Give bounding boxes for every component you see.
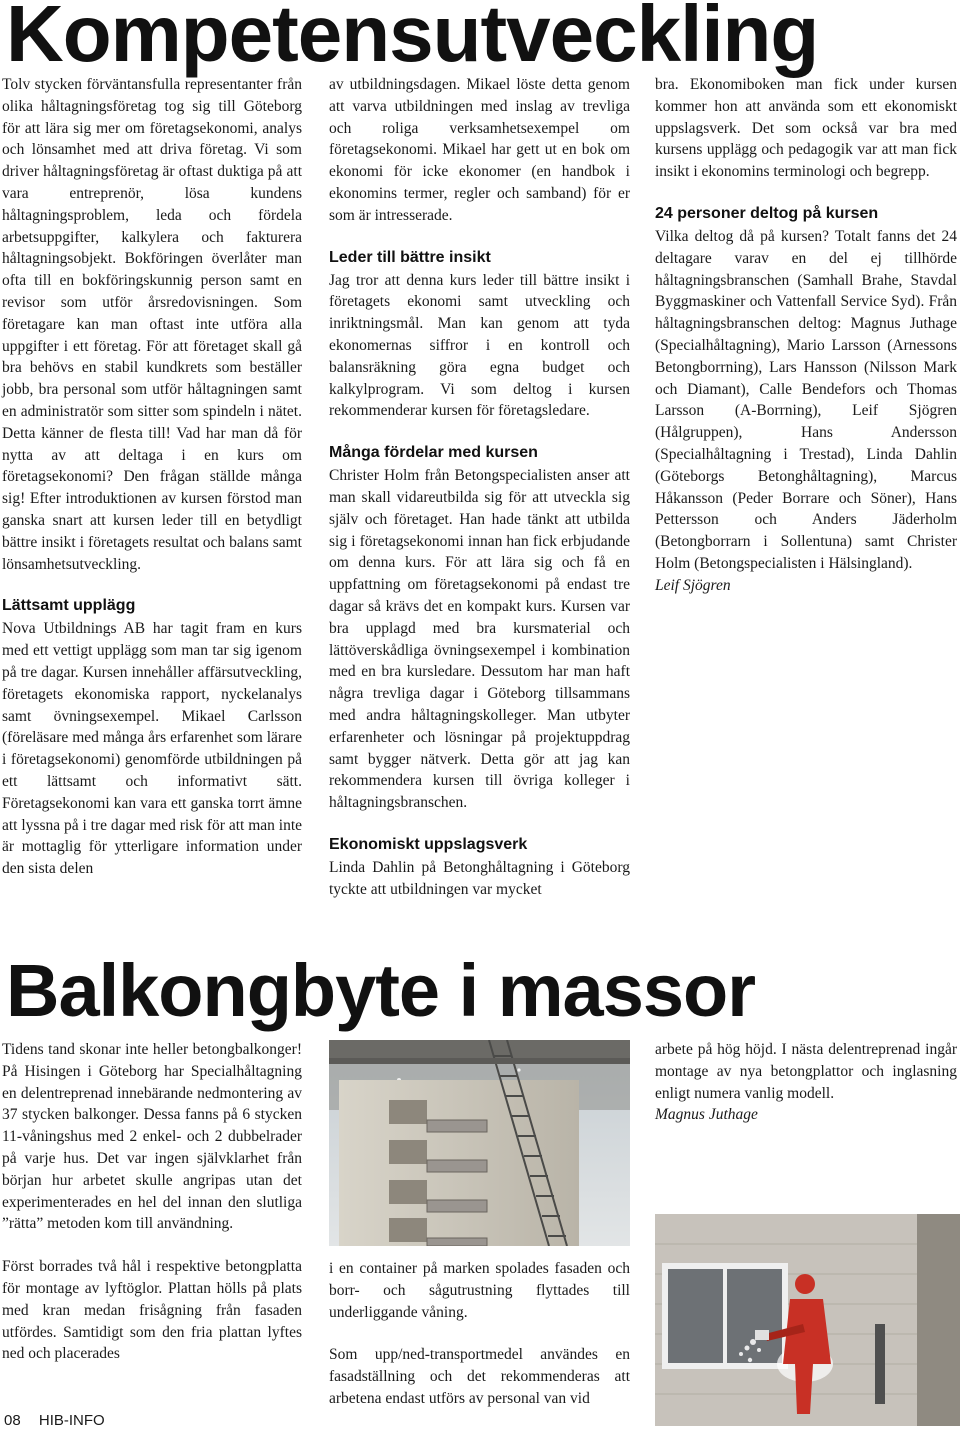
subheading-lattsamt-upplagg: Lättsamt upplägg (2, 597, 136, 615)
article2-paragraph-5: arbete på hög höjd. I nästa delentreprenad ingår montage av nya betongplattor och inglasning enligt numera vanlig modell. (655, 1041, 957, 1102)
magazine-name: HIB-INFO (38, 1412, 105, 1429)
photo-balcony-building (329, 1040, 630, 1246)
article1-col2-start: av utbildningsdagen. Mikael löste detta genom att varva utbildningen med inslag av trevliga och roliga verksamhetsexempel om företagsekonomi. Mikael har gett ut en bok om ekonomi för icke ekonomer (en handbok i ekonomins termer, regler och samband) för er som är intresserade. (329, 76, 630, 224)
article1-column-2 (329, 74, 630, 901)
article1-column-1 (2, 74, 302, 880)
article1-intro: Tolv stycken förväntansfulla representanter från olika håltagningsföretag tog sig till Göteborg för att lära sig mer om företagsekonomi, analys och lönsamhet med att driva företag. Vi som driver håltagningsföretag är oftast duktiga på att vara entreprenör, lösa kundens håltagningsproblem, leda och fördela arbetsuppgifter, kalkylera och fakturera håltagningsobjekt. Bokföringen överlåter man ofta till en bokföringskunnig person samt en revisor som utför årsredovisningen. Som företagare kan man oftast inte utföra alla uppgifter i ett företag. För att företaget skall gå bra behövs en stabil kundkrets som beställer jobb, bra personal som utför håltagningen samt en administratör som sitter som spindeln i nätet. Detta känner de flesta till! Vad har man då för nytta av att deltaga i en kurs om företagsekonomi? Den frågan ställde många sig! Efter introduktionen av kursen förstod man ganska snart att kursen leder till en betydligt bättre insikt i företagets resultat och balans samt lönsamhetsutveckling. (2, 76, 302, 573)
article1-lattsamt-text: Nova Utbildnings AB har tagit fram en kurs med ett vettigt upplägg som man tar sig igenom på tre dagar. Kursen innehåller affärsutveckling, företagets ekonomiska rapport, nyckelanalys samt övningsexempel. Mikael Carlsson (föreläsare med många års erfarenhet som lärare i företagsekonomi) genomförde utbildningen på ett lättsamt och informativt sätt. Företagsekonomi kan vara ett ganska torrt ämne att lyssna på i tre dagar med risk för att man inte är mottaglig för ytterligare information under den sista delen (2, 620, 303, 878)
article2-paragraph-2: Först borrades två hål i respektive betongplatta för montage av lyftöglor. Plattan hölls på plats med kran medan frisågning från fasaden utfördes. Samtidigt som den fria plattan lyftes ned och placerades (2, 1258, 302, 1363)
subheading-ekonomiskt-uppslagsverk: Ekonomiskt uppslagsverk (329, 835, 528, 853)
article2-paragraph-1: Tidens tand skonar inte heller betongbalkonger! På Hisingen i Göteborg har Specialhåltagning en delentreprenad innebärande nedmontering av 37 stycken balkonger. Dessa fanns på 6 stycken 11-våningshus med 2 enkel- och 2 dubbelrader på varje hus. Det var ingen självklarhet från början hur arbetet skulle angripas utan det experimenterades en hel del innan den slutliga ”rätta” metoden kom till användning. (2, 1041, 302, 1233)
article1-col3-start: bra. Ekonomiboken man fick under kursen kommer hon att använda som ett ekonomiskt uppslagsverk. Det som också var bra med kursens upplägg och pedagogik var att man fick insikt i ekonomins terminologi och begrepp. (655, 76, 957, 181)
article1-leder-text: Jag tror att denna kurs leder till bättre insikt i företagets ekonomi samt utveckling och inriktningsmål. Man kan genom att tyda ekonomernas siffror i en kontroll och balansräkning göra egna budget och kalkylprogram. Vi som deltog i kursen rekommenderar kursen för företagsledare. (329, 271, 630, 420)
photo-worker-facade (655, 1214, 960, 1426)
article2-column-2 (329, 1258, 630, 1410)
photo-balcony-building-illustration (329, 1040, 630, 1246)
subheading-24-personer: 24 personer deltog på kursen (655, 204, 879, 222)
subheading-manga-fordelar: Många fördelar med kursen (329, 444, 538, 462)
article1-ekonomiskt-text: Linda Dahlin på Betonghåltagning i Göteborg tyckte att utbildningen var mycket (329, 858, 630, 898)
page-footer (4, 1412, 119, 1429)
article2-signature: Magnus Juthage (655, 1106, 758, 1124)
article2-paragraph-4: Som upp/ned-transportmedel användes en fasadställning och det rekommenderas att arbetena endast utförs av personal van vid (329, 1346, 630, 1407)
article1-signature: Leif Sjögren (655, 576, 731, 594)
article2-column-3 (655, 1039, 957, 1126)
article1-personer-text: Vilka deltog då på kursen? Totalt fanns det 24 deltagare varav en del ej tillhörde håltagningsbranschen (Samhall Brahe, Stavdal Byggmaskiner och Vattenfall Service Syd). Från håltagningsbranschen deltog: Magnus Juthage (Specialhåltagning), Mario Larsson (Arnessons Betongborrning), Lars Hansson (Nilsson Mark och Diamant), Calle Bendefors och Thomas Larsson (A-Borrning), Leif Sjögren (Hålgruppen), Hans Andersson (Specialhåltagning i Trestad), Linda Dahlin (Göteborgs Betonghåltagning), Marcus Håkansson (Peder Borrare och Söner), Hans Pettersson och Anders Jäderholm (Betongborrarn i Sollentuna) samt Christer Holm (Betongspecialisten i Hälsingland). (655, 227, 957, 572)
article1-manga-text: Christer Holm från Betongspecialisten anser att man skall vidareutbilda sig för att utveckla sig själv och företaget. Han hade tänkt att utbilda sig i företagsekonomi innan han fick erbjudande om denna kurs. För att lära sig och få en uppfattning om företagsekonomi på endast tre dagar så krävs det en kompakt kurs. Kursen var bra upplagd med bra kursmaterial och lättöverskådliga övningsexempel i kombination med en bra kursledare. Dessutom har man haft några trevliga dagar i Göteborg tillsammans med andra håltagningskolleger. Man utbyter erfarenheter och lösningar på projektuppdrag samt bygger nätverk. Detta gör att jag kan rekommendera kursen till övriga kolleger i håltagningsbranschen. (329, 467, 630, 812)
article-title-balkongbyte: Balkongbyte i massor (6, 949, 756, 1032)
article2-column-1 (2, 1039, 302, 1365)
subheading-leder-till-battre-insikt: Leder till bättre insikt (329, 248, 491, 266)
page-number: 08 (4, 1412, 21, 1429)
article2-paragraph-3: i en container på marken spolades fasaden och borr- och sågutrustning flyttades till underliggande våning. (329, 1260, 630, 1321)
article-title-kompetensutveckling: Kompetensutveckling (6, 0, 819, 78)
article1-column-3 (655, 74, 957, 597)
photo-worker-facade-illustration (655, 1214, 960, 1426)
